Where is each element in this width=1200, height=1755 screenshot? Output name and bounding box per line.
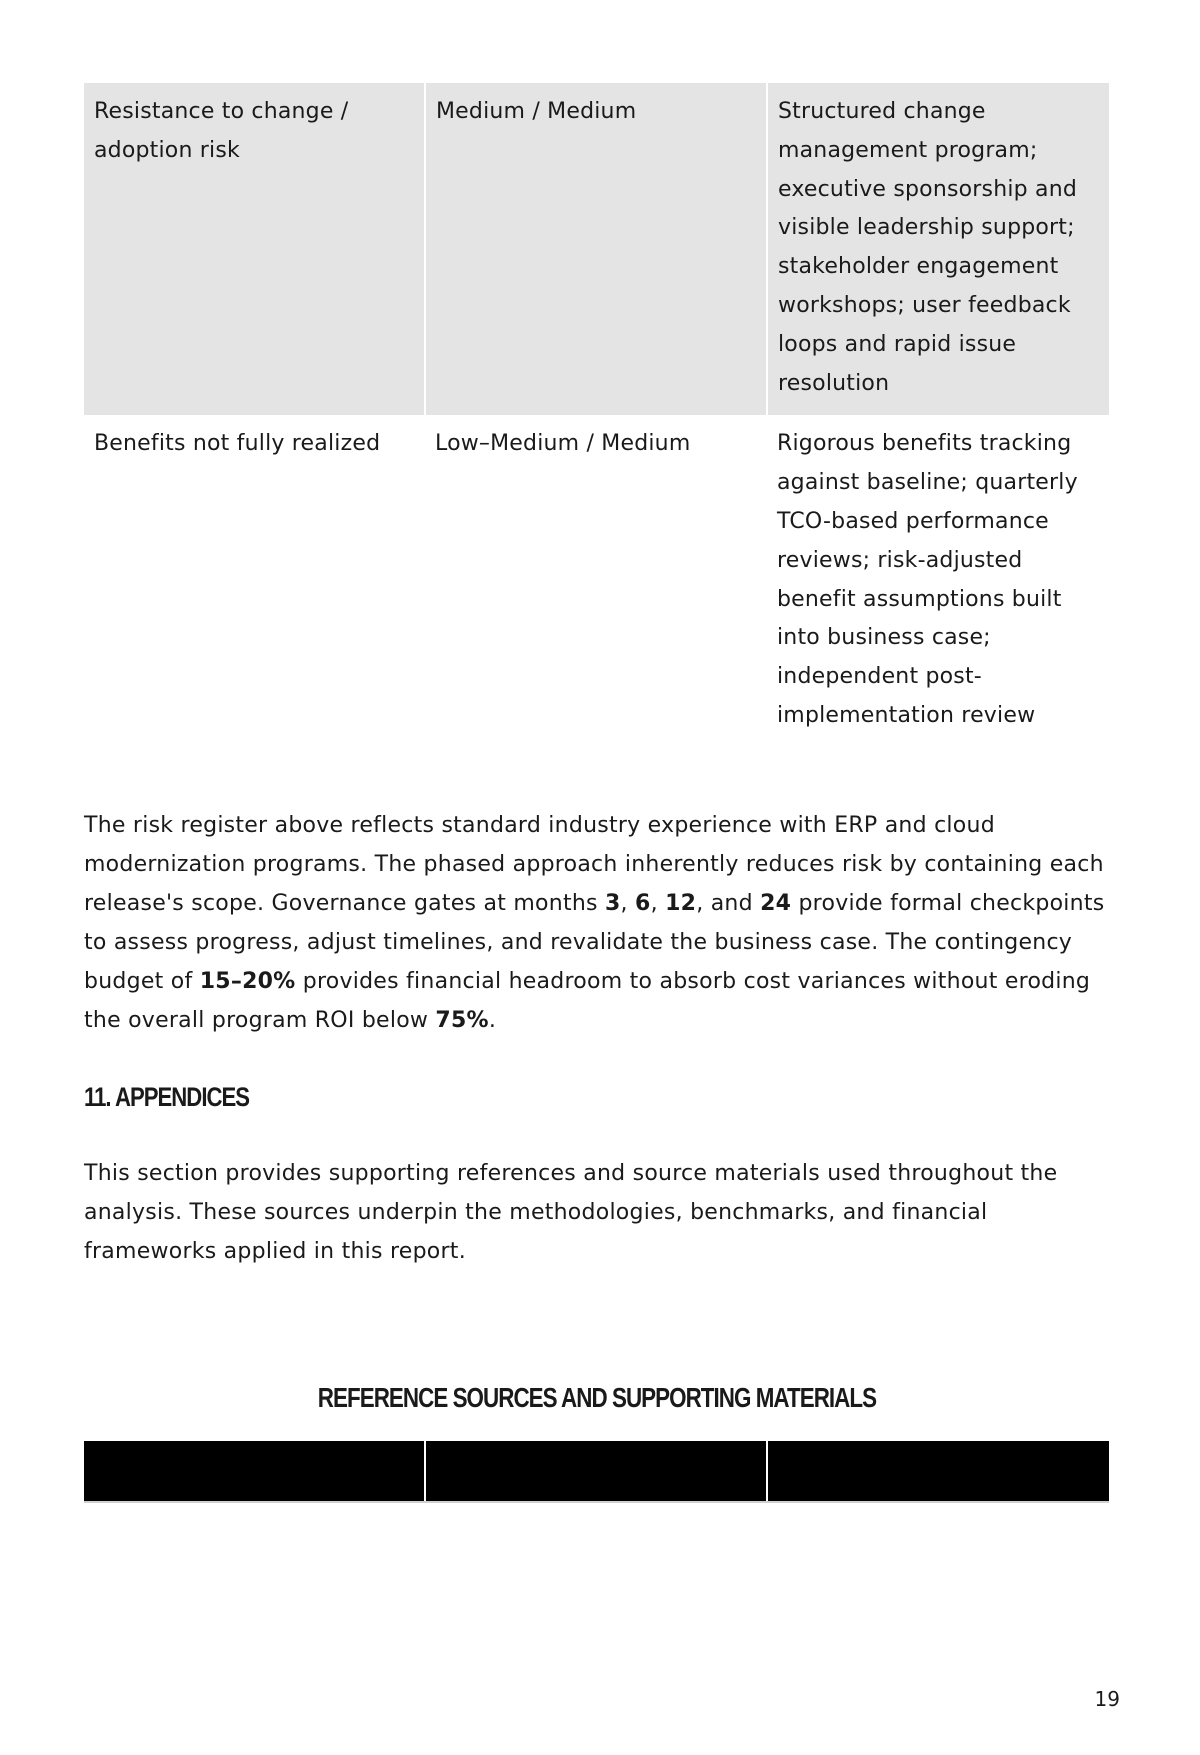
contingency-value: 15–20% [199,968,296,994]
document-page [84,83,1109,1503]
reference-sources-table [84,1441,1109,1503]
section-heading: 11. APPENDICES [84,1081,250,1112]
table-header-cell [425,1441,767,1501]
risk-register-table [84,83,1109,748]
paragraph-text: The risk register above reflects standard industry experience with ERP and cloud modernization programs. The phased approach inherently reduces risk by containing each release's scope. Governance gates at months [84,812,1104,916]
table-header-cell [767,1441,1109,1501]
paragraph-text: provide formal checkpoints to assess progress, adjust timelines, and revalidate the business case. The contingency budget of [84,890,1105,994]
risk-summary-paragraph [84,806,1109,1040]
roi-value: 75% [435,1007,489,1033]
risk-cell: Resistance to change / adoption risk [84,83,425,415]
likelihood-impact-cell: Medium / Medium [425,83,767,415]
gate-month-value: 24 [760,890,792,916]
mitigation-cell: Structured change management program; executive sponsorship and visible leadership support; stakeholder engagement workshops; user feedback loops and rapid issue resolution [767,83,1109,415]
table-row [84,415,1109,747]
paragraph-text: . [488,1007,497,1033]
table-rule [84,1501,1109,1503]
table-header-row [84,1441,1109,1501]
gate-month-value: 3 [604,890,621,916]
paragraph-text: provides financial headroom to absorb cost variances without eroding the overall program ROI below [84,968,1091,1033]
appendices-intro-paragraph: This section provides supporting references and source materials used throughout the analysis. These sources underpin the methodologies, benchmarks, and financial frameworks applied in this report. [84,1160,1058,1264]
likelihood-impact-cell: Low–Medium / Medium [435,431,691,457]
separator-text: , [620,890,636,916]
gate-month-value: 6 [635,890,651,916]
table-row [84,83,1109,415]
risk-cell: Benefits not fully realized [94,431,381,457]
page-number: 19 [1094,1687,1120,1711]
table-title [84,1381,1109,1415]
risk-table-continuation [84,83,1109,748]
separator-text: , [650,890,666,916]
table-title-text: REFERENCE SOURCES AND SUPPORTING MATERIALS [317,1381,876,1413]
table-header-cell [84,1441,425,1501]
mitigation-cell: Rigorous benefits tracking against baseline; quarterly TCO-based performance reviews; risk-adjusted benefit assumptions built into business case; independent post-implementation review [777,431,1078,728]
gate-month-value: 12 [665,890,697,916]
separator-text: , and [696,890,761,916]
